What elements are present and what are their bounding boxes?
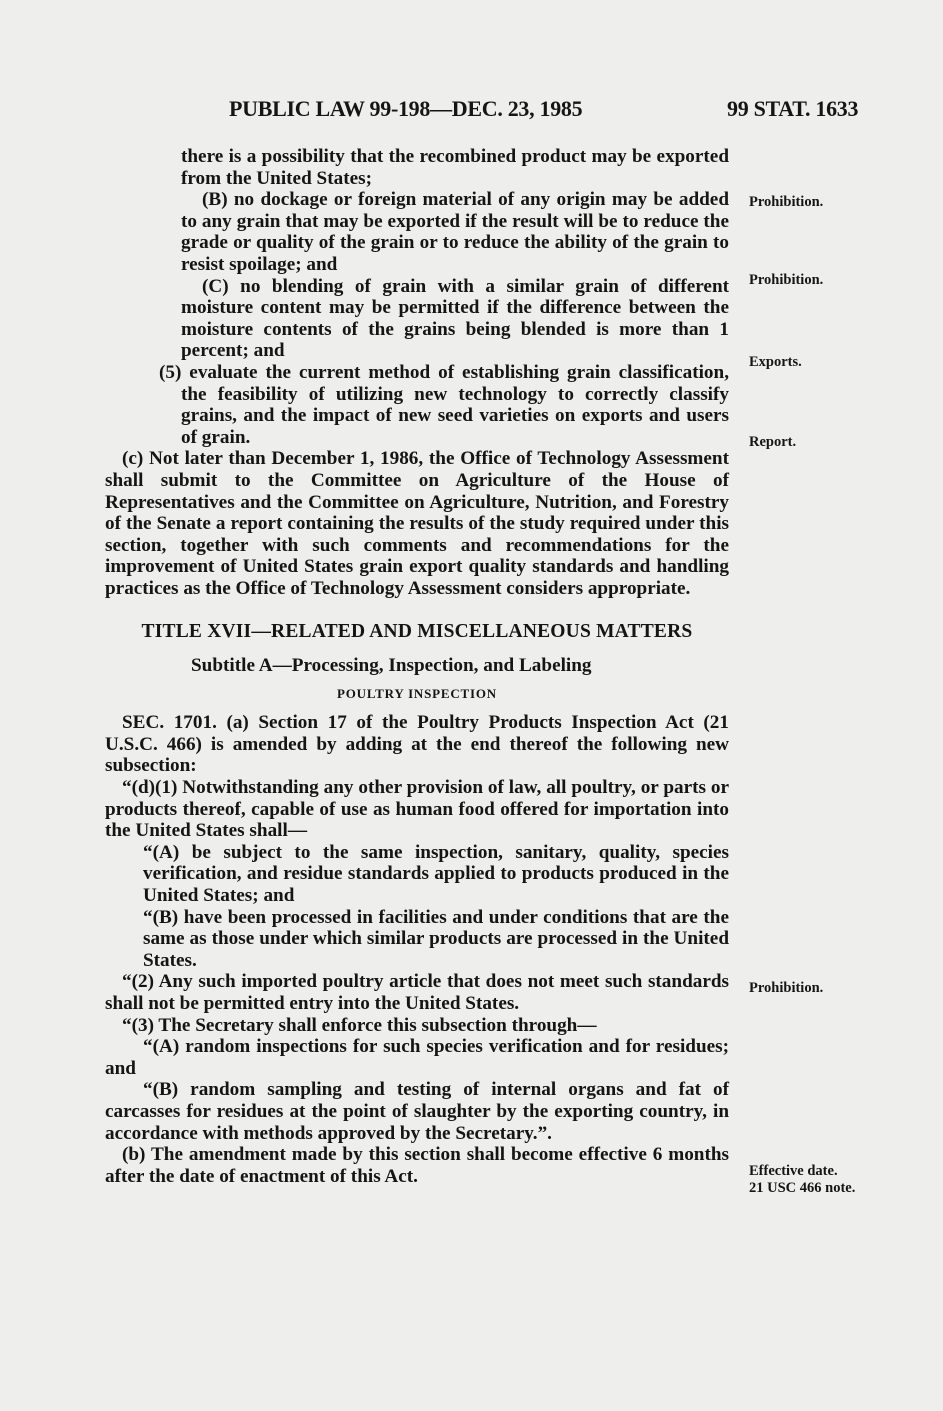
header-title: PUBLIC LAW 99-198—DEC. 23, 1985: [229, 96, 583, 121]
paragraph-d3-b: “(B) random sampling and testing of internal organs and fat of carcasses for residues at the point of slaughter by the exporting country, in accordance with methods approved by the Secretary.”.: [105, 1079, 729, 1144]
paragraph-report: (c) Not later than December 1, 1986, the Office of Technology Assessment shall submit to the Committee on Agriculture of the House of Representatives and the Committee on Agriculture, Nutrition, and Forestry of the Senate a report containing the results of the study required under this section, together with such comments and recommendations for the improvement of United States grain export quality standards and handling practices as the Office of Technology Assessment considers appropriate.: [105, 448, 729, 599]
header-statute-page: 99 STAT. 1633: [727, 96, 859, 121]
paragraph-d1-b: “(B) have been processed in facilities and under conditions that are the same as those under which similar products are processed in the United States.: [143, 906, 729, 971]
paragraph-d3: “(3) The Secretary shall enforce this subsection through—: [122, 1014, 597, 1036]
paragraph-dockage-prohibition: (B) no dockage or foreign material of any origin may be added to any grain that may be exported if the result will be to reduce the grade or quality of the grain or to reduce the ability of the grain to resist spoilage; and: [181, 189, 729, 275]
paragraph-effective-date: (b) The amendment made by this section shall become effective 6 months after the date of enactment of this Act.: [105, 1144, 729, 1187]
paragraph-evaluate-classification: (5) evaluate the current method of establishing grain classification, the feasibility of utilizing new technology to correctly classify grains, and the impact of new seed varieties on exports and users of grain.: [159, 361, 729, 448]
paragraph-d1: “(d)(1) Notwithstanding any other provision of law, all poultry, or parts or products thereof, capable of use as human food offered for importation into the United States shall—: [105, 777, 729, 842]
document-body: [105, 146, 729, 1187]
paragraph-recombined-product: there is a possibility that the recombined product may be exported from the United States;: [181, 146, 729, 189]
margin-note-report: Report.: [749, 434, 797, 450]
subtitle-heading: Subtitle A—Processing, Inspection, and Labeling: [191, 655, 592, 677]
paragraph-sec-1701: SEC. 1701. (a) Section 17 of the Poultry Products Inspection Act (21 U.S.C. 466) is amended by adding at the end thereof the following new subsection:: [105, 712, 729, 777]
section-heading: POULTRY INSPECTION: [337, 685, 497, 701]
margin-note-prohibition: Prohibition.: [749, 272, 824, 288]
title-heading: TITLE XVII—RELATED AND MISCELLANEOUS MATTERS: [141, 621, 693, 643]
margin-note-prohibition: Prohibition.: [749, 980, 824, 996]
paragraph-d3-a: “(A) random inspections for such species verification and for residues; and: [105, 1036, 729, 1079]
margin-note-effective-date: Effective date.: [749, 1163, 838, 1179]
page-header: [0, 96, 943, 126]
margin-note-exports: Exports.: [749, 354, 802, 370]
margin-note-usc-citation: 21 USC 466 note.: [749, 1180, 856, 1196]
paragraph-d2: “(2) Any such imported poultry article that does not meet such standards shall not be permitted entry into the United States.: [105, 971, 729, 1014]
margin-note-prohibition: Prohibition.: [749, 194, 824, 210]
paragraph-blending-prohibition: (C) no blending of grain with a similar grain of different moisture content may be permitted if the difference between the moisture contents of the grains being blended is more than 1 percent; and: [181, 275, 729, 362]
paragraph-d1-a: “(A) be subject to the same inspection, sanitary, quality, species verification, and residue standards applied to products produced in the United States; and: [143, 841, 729, 906]
